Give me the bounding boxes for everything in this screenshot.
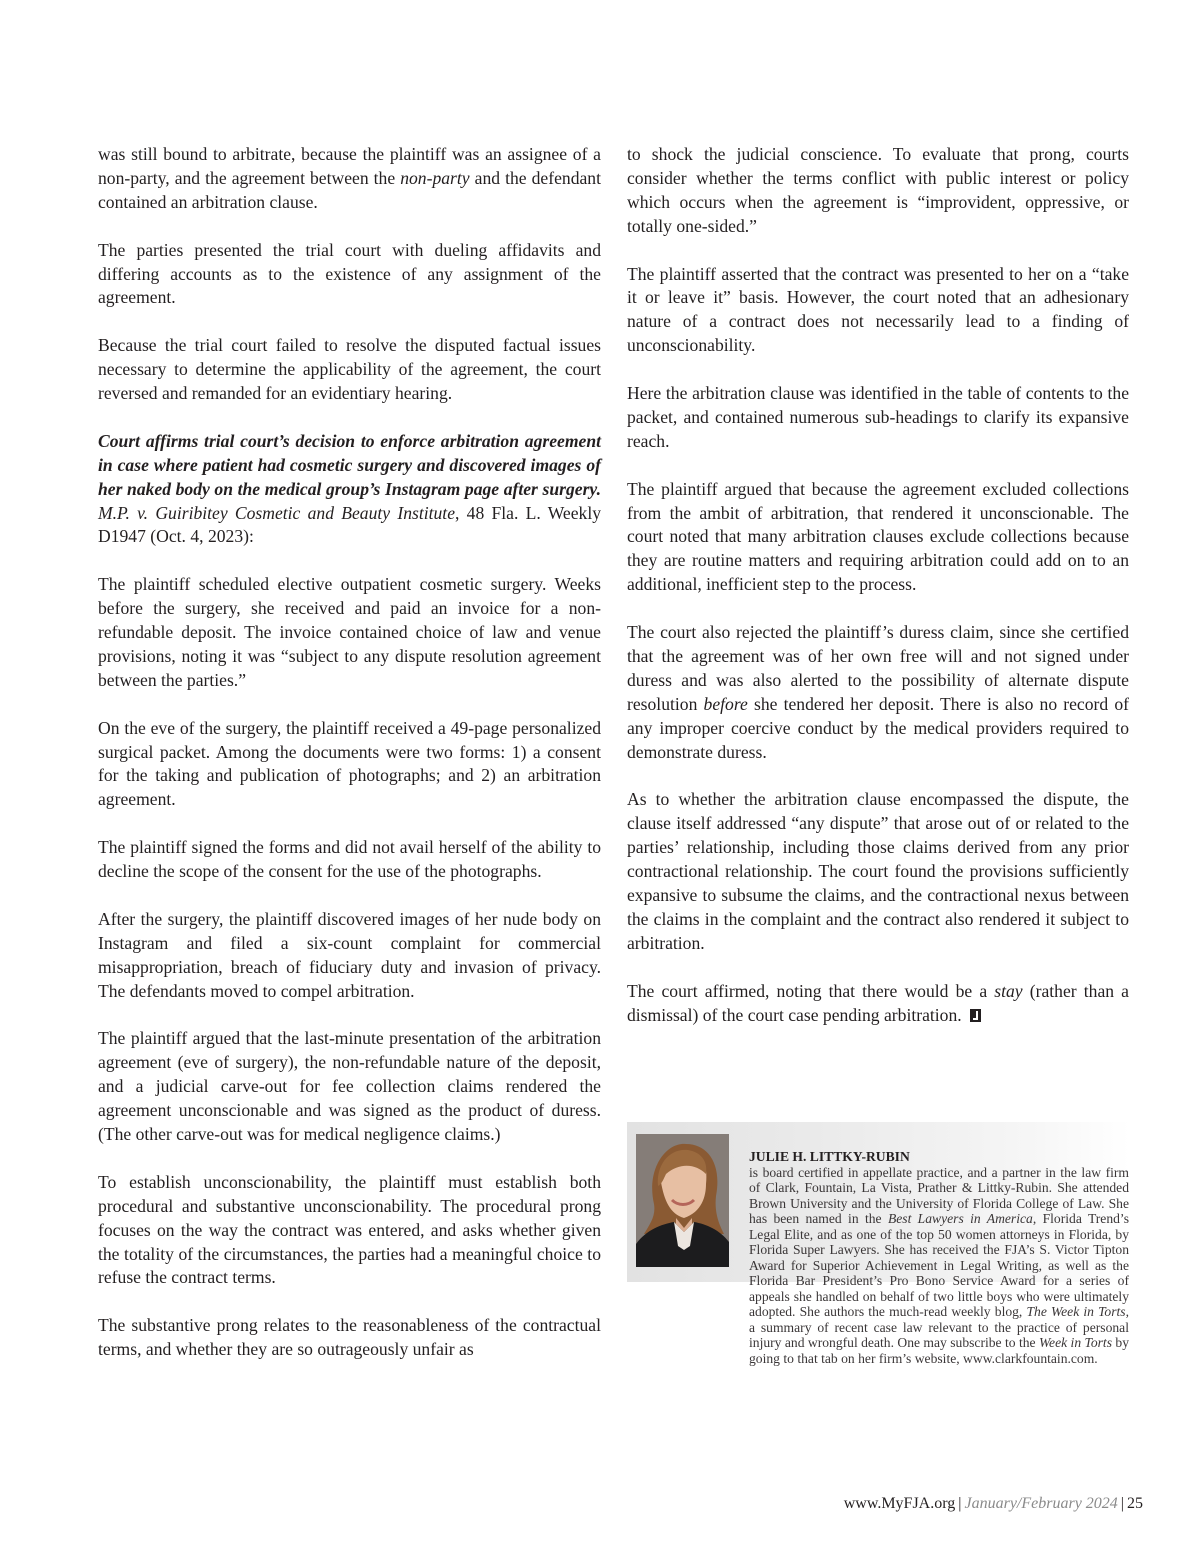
left-column — [98, 143, 601, 1386]
closing-paragraph: The court affirmed, noting that there would be a stay (rather than a dismissal) of the court case pending arbitration. — [627, 980, 1129, 1025]
paragraph: The plaintiff signed the forms and did not avail herself of the ability to decline the scope of the consent for the use of the photographs. — [98, 837, 601, 882]
paragraph: The plaintiff argued that because the agreement excluded collections from the ambit of arbitration, that rendered it unconscionable. The court noted that many arbitration clauses exclude collections because they are routine matters and requiring arbitration could add on to an additional, inefficient step to the process. — [627, 478, 1129, 595]
footer-divider: | — [1120, 1495, 1124, 1512]
case-headline: Court affirms trial court’s decision to enforce arbitration agreement in case where patient had cosmetic surgery and discovered images of her naked body on the medical group’s Instagram page after surgery. — [98, 430, 601, 499]
footer-issue: January/February 2024 — [964, 1495, 1118, 1512]
paragraph: The plaintiff argued that the last-minute presentation of the arbitration agreement (eve of surgery), the non-refundable nature of the deposit, and a judicial carve-out for fee collection claims rendered the agreement unconscionable and was signed as the product of duress. (The other carve-out was for medical negligence claims.) — [98, 1028, 601, 1145]
paragraph: On the eve of the surgery, the plaintiff received a 49-page personalized surgical packet. Among the documents were two forms: 1) a consent for the taking and publication of photographs; and 2) an arbitration agreement. — [98, 717, 601, 810]
author-name: JULIE H. LITTKY-RUBIN — [749, 1149, 910, 1164]
emphasis: before — [703, 693, 748, 714]
author-photo — [636, 1134, 729, 1267]
footer-website: www.MyFJA.org — [843, 1495, 956, 1512]
right-column — [627, 143, 1129, 1051]
paragraph: Because the trial court failed to resolve the disputed factual issues necessary to determine the applicability of the agreement, the court reversed and remanded for an evidentiary hearing. — [98, 335, 601, 404]
paragraph: The court also rejected the plaintiff’s duress claim, since she certified that the agreement was of her own free will and not signed under duress and was also alerted to the possibility of alternate dispute resolution before she tendered her deposit. There is also no record of any improper coercive conduct by the medical providers required to demonstrate duress. — [627, 622, 1130, 762]
paragraph: Here the arbitration clause was identified in the table of contents to the packet, and contained numerous sub-headings to clarify its expansive reach. — [627, 383, 1129, 451]
paragraph: The plaintiff asserted that the contract was presented to her on a “take it or leave it” basis. However, the court noted that an adhesionary nature of a contract does not necessarily lead to a finding of unconscionability. — [627, 263, 1129, 356]
emphasis: stay — [994, 980, 1023, 1001]
case-summary-intro — [98, 430, 601, 550]
page-number: 25 — [1127, 1495, 1143, 1512]
author-bio: JULIE H. LITTKY-RUBIN is board certified in appellate practice, and a partner in the law firm of Clark, Fountain, La Vista, Prather & Littky-Rubin. She attended Brown University and the University of Florida College of Law. She has been named in the Best Lawyers in America, Florida Trend’s Legal Elite, and as one of the top 50 women attorneys in Florida, by Florida Super Lawyers. She has received the FJA’s S. Victor Tipton Award for Superior Achievement in Legal Writing, as well as the Florida Bar President’s Pro Bono Service Award for a series of appeals she handled on behalf of two little boys who were ultimately adopted. She authors the much-read weekly blog, The Week in Torts, a summary of recent case law relevant to the practice of personal injury and wrongful death. One may subscribe to the Week in Torts by going to that tab on her firm’s website, www.clarkfountain.com. — [749, 1149, 1130, 1366]
page-footer — [844, 1495, 1143, 1513]
blog-title: The Week in Torts — [1026, 1304, 1126, 1319]
paragraph: The plaintiff scheduled elective outpatient cosmetic surgery. Weeks before the surgery, she received and paid an invoice for a non-refundable deposit. The invoice contained choice of law and venue provisions, noting it was “subject to any dispute resolution agreement between the parties.” — [98, 574, 601, 690]
emphasis: non-party — [400, 167, 470, 188]
case-name: M.P. v. Guiribitey Cosmetic and Beauty Institute — [98, 502, 456, 523]
paragraph: The substantive prong relates to the reasonableness of the contractual terms, and whether they are so outrageously unfair as — [98, 1315, 601, 1360]
paragraph: The parties presented the trial court with dueling affidavits and differing accounts as to the existence of any assignment of the agreement. — [98, 239, 601, 308]
emphasis: Best Lawyers in America — [887, 1211, 1033, 1226]
blog-title: Week in Torts — [1038, 1335, 1112, 1350]
paragraph: was still bound to arbitrate, because the plaintiff was an assignee of a non-party, and the agreement between the non-party and the defendant contained an arbitration clause. — [98, 144, 601, 212]
end-of-article-icon — [970, 1009, 981, 1022]
footer-divider: | — [958, 1495, 962, 1512]
paragraph: After the surgery, the plaintiff discovered images of her nude body on Instagram and filed a six-count complaint for commercial misappropriation, breach of fiduciary duty and invasion of privacy. The defendants moved to compel arbitration. — [98, 908, 601, 1001]
paragraph: To establish unconscionability, the plaintiff must establish both procedural and substantive unconscionability. The procedural prong focuses on the way the contract was entered, and asks whether given the totality of the circumstances, the parties had a meaningful choice to refuse the contract terms. — [98, 1171, 601, 1288]
author-portrait-image — [636, 1134, 729, 1267]
paragraph: As to whether the arbitration clause encompassed the dispute, the clause itself addressed “any dispute” that arose out of or related to the parties’ relationship, including those claims derived from any prior contractional relationship. The court found the provisions sufficiently expansive to subsume the claims, and the contractional nexus between the claims in the complaint and the contract also rendered it subject to arbitration. — [627, 789, 1129, 953]
paragraph: to shock the judicial conscience. To evaluate that prong, courts consider whether the terms conflict with public interest or policy which occurs when the agreement is “improvident, oppressive, or totally one-sided.” — [627, 144, 1129, 236]
case-citation: , 48 Fla. L. Weekly D1947 (Oct. 4, 2023): — [98, 502, 601, 547]
